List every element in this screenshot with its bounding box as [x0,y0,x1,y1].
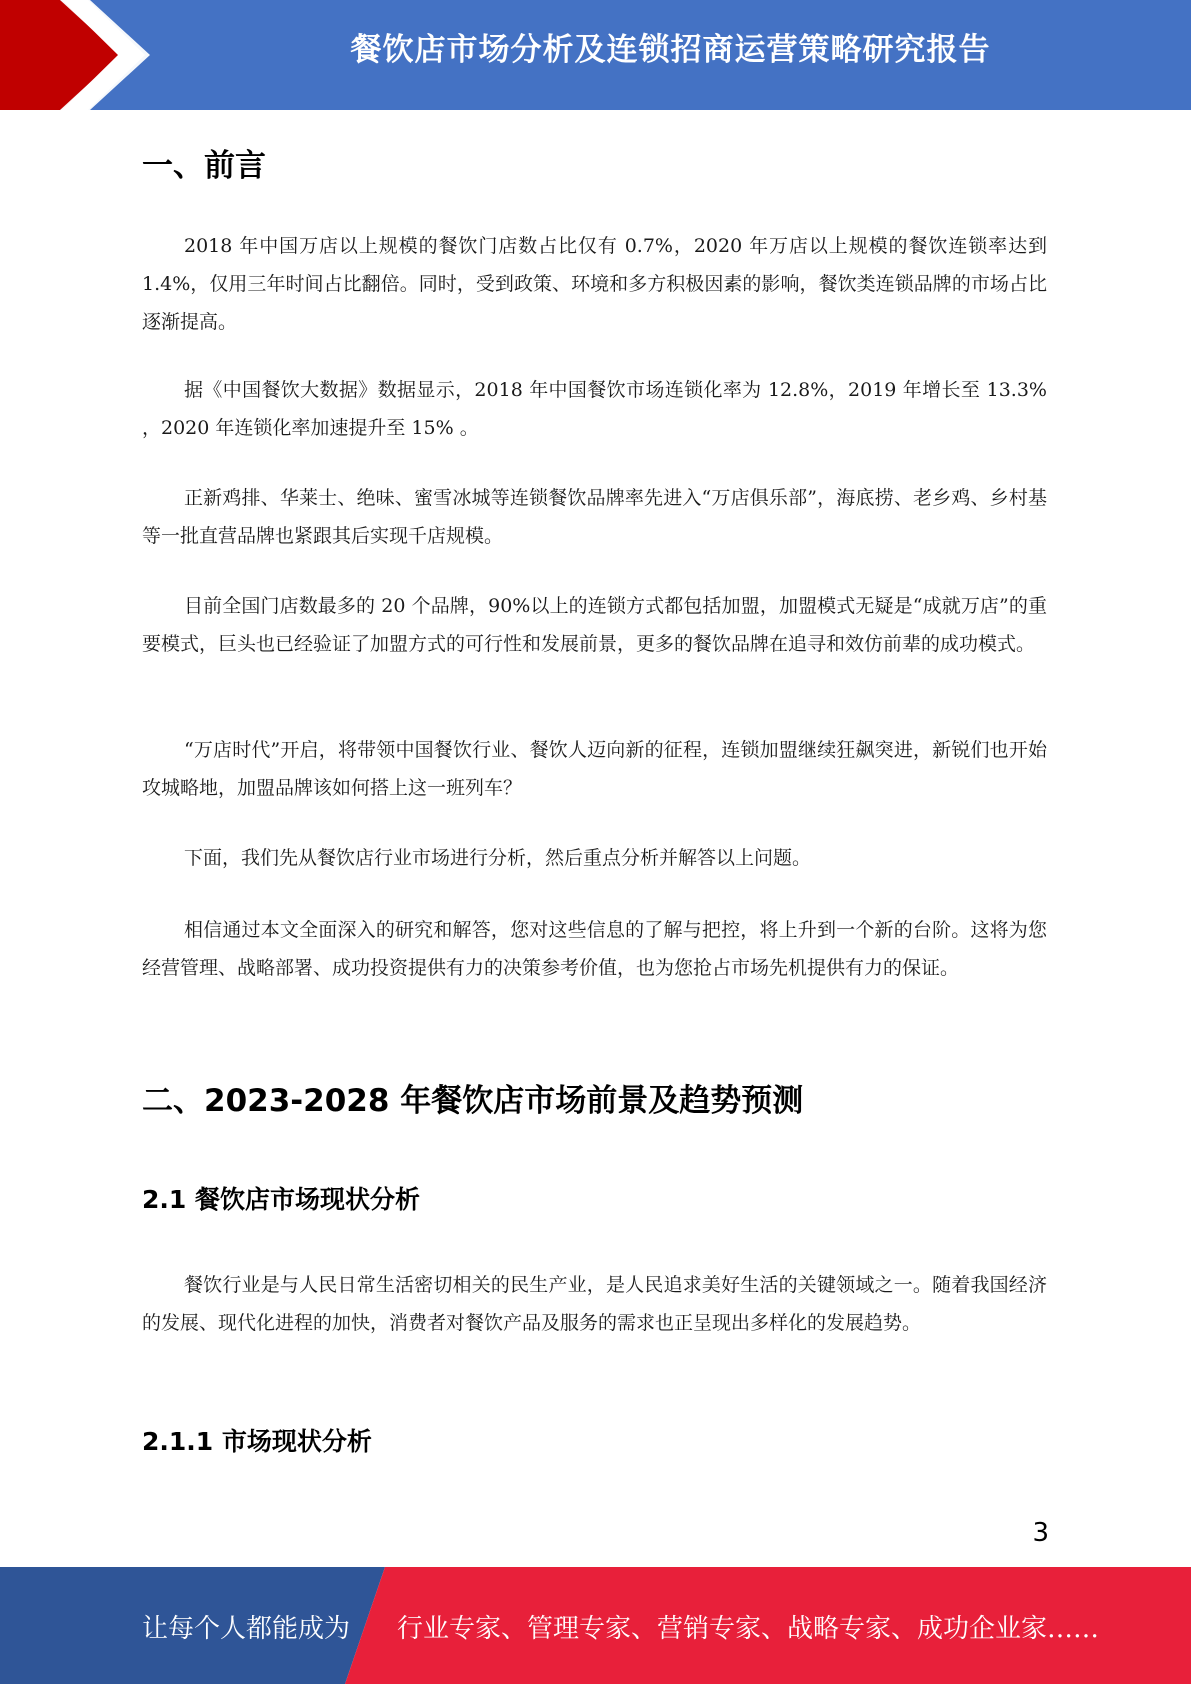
paragraph: 目前全国门店数最多的 20 个品牌，90%以上的连锁方式都包括加盟，加盟模式无疑是“成就万店”的重要模式，巨头也已经验证了加盟方式的可行性和发展前景，更多的餐饮品牌在追寻和效仿前辈的成功模式。 [142,595,1047,655]
footer-slogan-right: 行业专家、管理专家、营销专家、战略专家、成功企业家…… [397,1614,1100,1644]
report-title: 餐饮店市场分析及连锁招商运营策略研究报告 [350,32,991,68]
page-number: 3 [1032,1518,1049,1548]
paragraph: 下面，我们先从餐饮店行业市场进行分析，然后重点分析并解答以上问题。 [184,847,812,869]
paragraph: 据《中国餐饮大数据》数据显示，2018 年中国餐饮市场连锁化率为 12.8%，2019 年增长至 13.3% ，2020 年连锁化率加速提升至 15% 。 [142,379,1047,439]
paragraph: 餐饮行业是与人民日常生活密切相关的民生产业，是人民追求美好生活的关键领域之一。随着我国经济的发展、现代化进程的加快，消费者对餐饮产品及服务的需求也正呈现出多样化的发展趋势。 [142,1274,1047,1334]
page-header [0,0,1191,110]
section-title-preface: 一、前言 [142,148,266,184]
subsubsection-title: 2.1.1 市场现状分析 [142,1427,372,1456]
section-title-forecast: 二、2023-2028 年餐饮店市场前景及趋势预测 [142,1083,804,1119]
subsection-title: 2.1 餐饮店市场现状分析 [142,1185,420,1214]
paragraph: 相信通过本文全面深入的研究和解答，您对这些信息的了解与把控，将上升到一个新的台阶。这将为您经营管理、战略部署、成功投资提供有力的决策参考价值，也为您抢占市场先机提供有力的保证。 [142,919,1047,979]
footer-slogan-left: 让每个人都能成为 [142,1614,351,1644]
paragraph: 2018 年中国万店以上规模的餐饮门店数占比仅有 0.7%，2020 年万店以上规模的餐饮连锁率达到 1.4%，仅用三年时间占比翻倍。同时，受到政策、环境和多方积极因素的影响，餐饮类连锁品牌的市场占比逐渐提高。 [142,235,1047,333]
page-footer [0,1567,1191,1684]
paragraph: “万店时代”开启，将带领中国餐饮行业、餐饮人迈向新的征程，连锁加盟继续狂飙突进，新锐们也开始攻城略地，加盟品牌该如何搭上这一班列车？ [142,739,1047,799]
paragraph: 正新鸡排、华莱士、绝味、蜜雪冰城等连锁餐饮品牌率先进入“万店俱乐部”，海底捞、老乡鸡、乡村基等一批直营品牌也紧跟其后实现千店规模。 [142,487,1047,547]
